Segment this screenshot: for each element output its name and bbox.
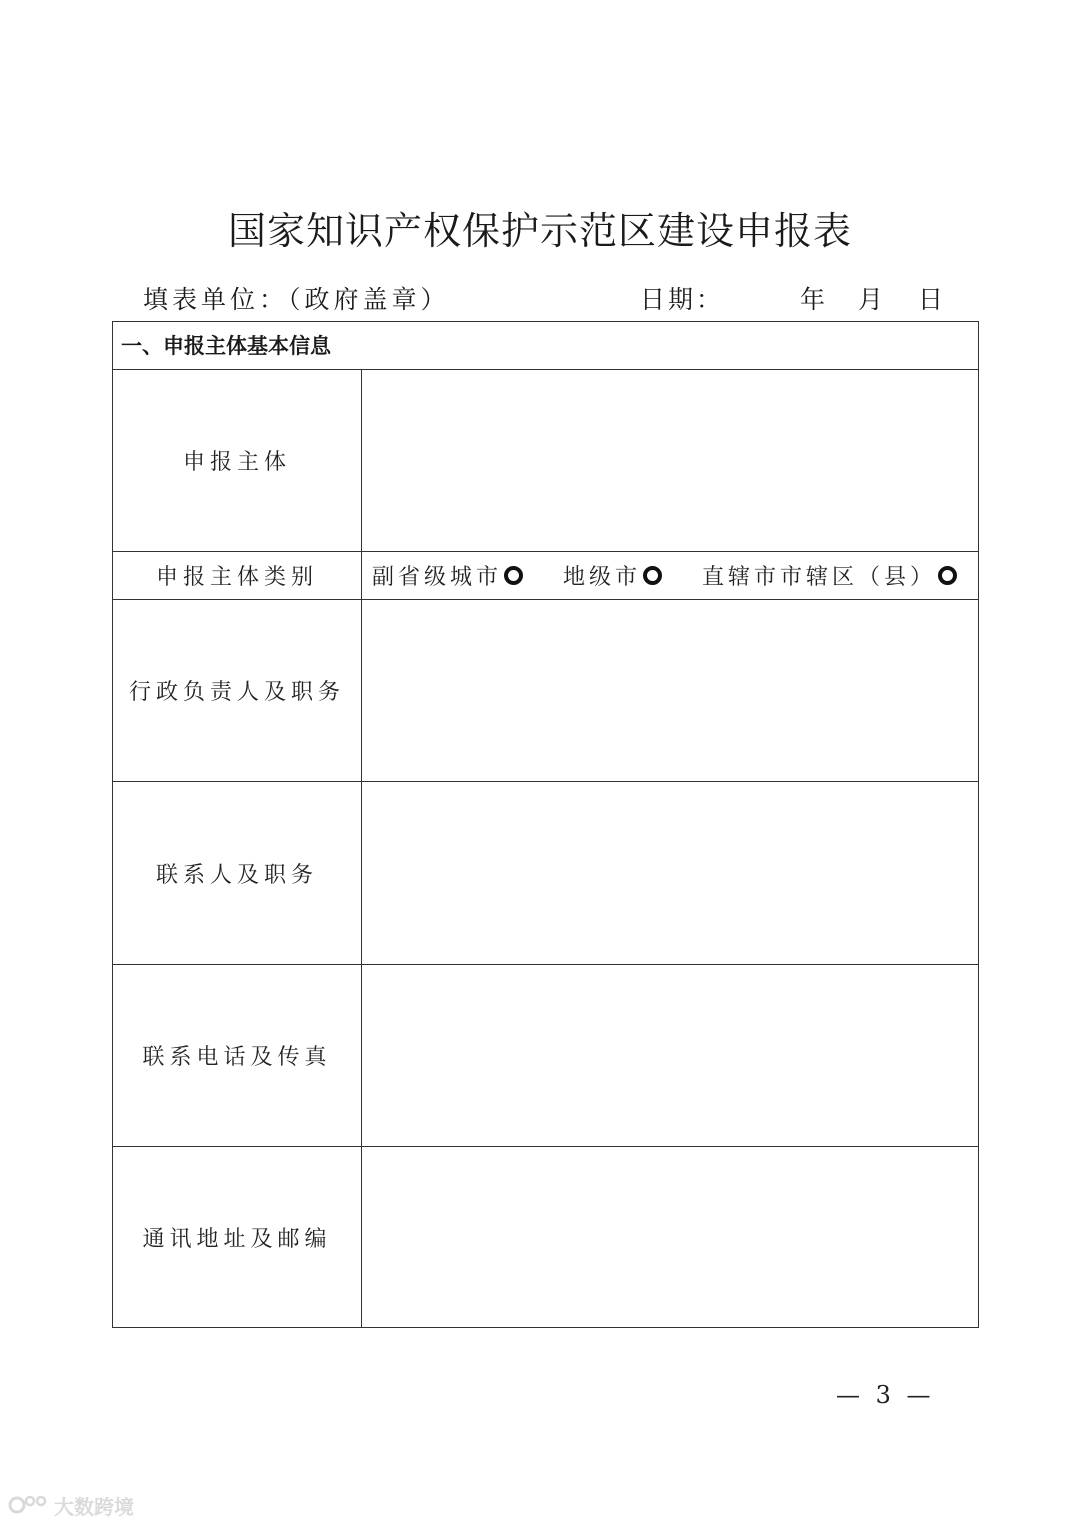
option-prefecture-city[interactable] [563,560,662,591]
application-form-table [112,321,979,1328]
watermark-text: 大数跨境 [54,1494,134,1519]
option-label: 地级市 [563,565,642,590]
field-label: 联系电话及传真 [113,965,362,1146]
form-title: 国家知识产权保护示范区建设申报表 [227,209,852,253]
section-heading: 一、申报主体基本信息 [113,322,978,370]
form-row-phone-fax [113,965,978,1147]
field-label: 联系人及职务 [113,782,362,964]
field-label: 申报主体 [113,370,362,551]
radio-circle-icon[interactable] [938,566,957,585]
form-row-applicant [113,370,978,552]
date-year-label: 年 [800,285,826,314]
dashu-logo-icon [8,1493,50,1517]
field-label: 行政负责人及职务 [113,600,362,781]
option-municipal-district[interactable] [702,560,957,591]
date-day-label: 日 [918,285,944,314]
applicant-field[interactable] [362,370,978,551]
executive-field[interactable] [362,600,978,781]
contact-field[interactable] [362,782,978,964]
option-label: 直辖市市辖区（县） [702,565,937,590]
form-row-category [113,552,978,600]
option-label: 副省级城市 [372,565,503,590]
date-label: 日期： [640,285,725,314]
watermark [8,1490,134,1520]
form-row-address [113,1147,978,1327]
field-label: 通讯地址及邮编 [113,1147,362,1327]
phone-fax-field[interactable] [362,965,978,1146]
field-label: 申报主体类别 [113,552,362,599]
radio-circle-icon[interactable] [643,566,662,585]
address-field[interactable] [362,1147,978,1327]
page-number: — 3 — [836,1381,935,1409]
form-row-contact [113,782,978,965]
form-row-executive [113,600,978,782]
fill-unit-label: 填表单位：（政府盖章） [143,285,450,314]
option-sub-provincial-city[interactable] [372,560,523,591]
category-options [362,552,978,599]
date-month-label: 月 [858,285,884,314]
radio-circle-icon[interactable] [504,566,523,585]
